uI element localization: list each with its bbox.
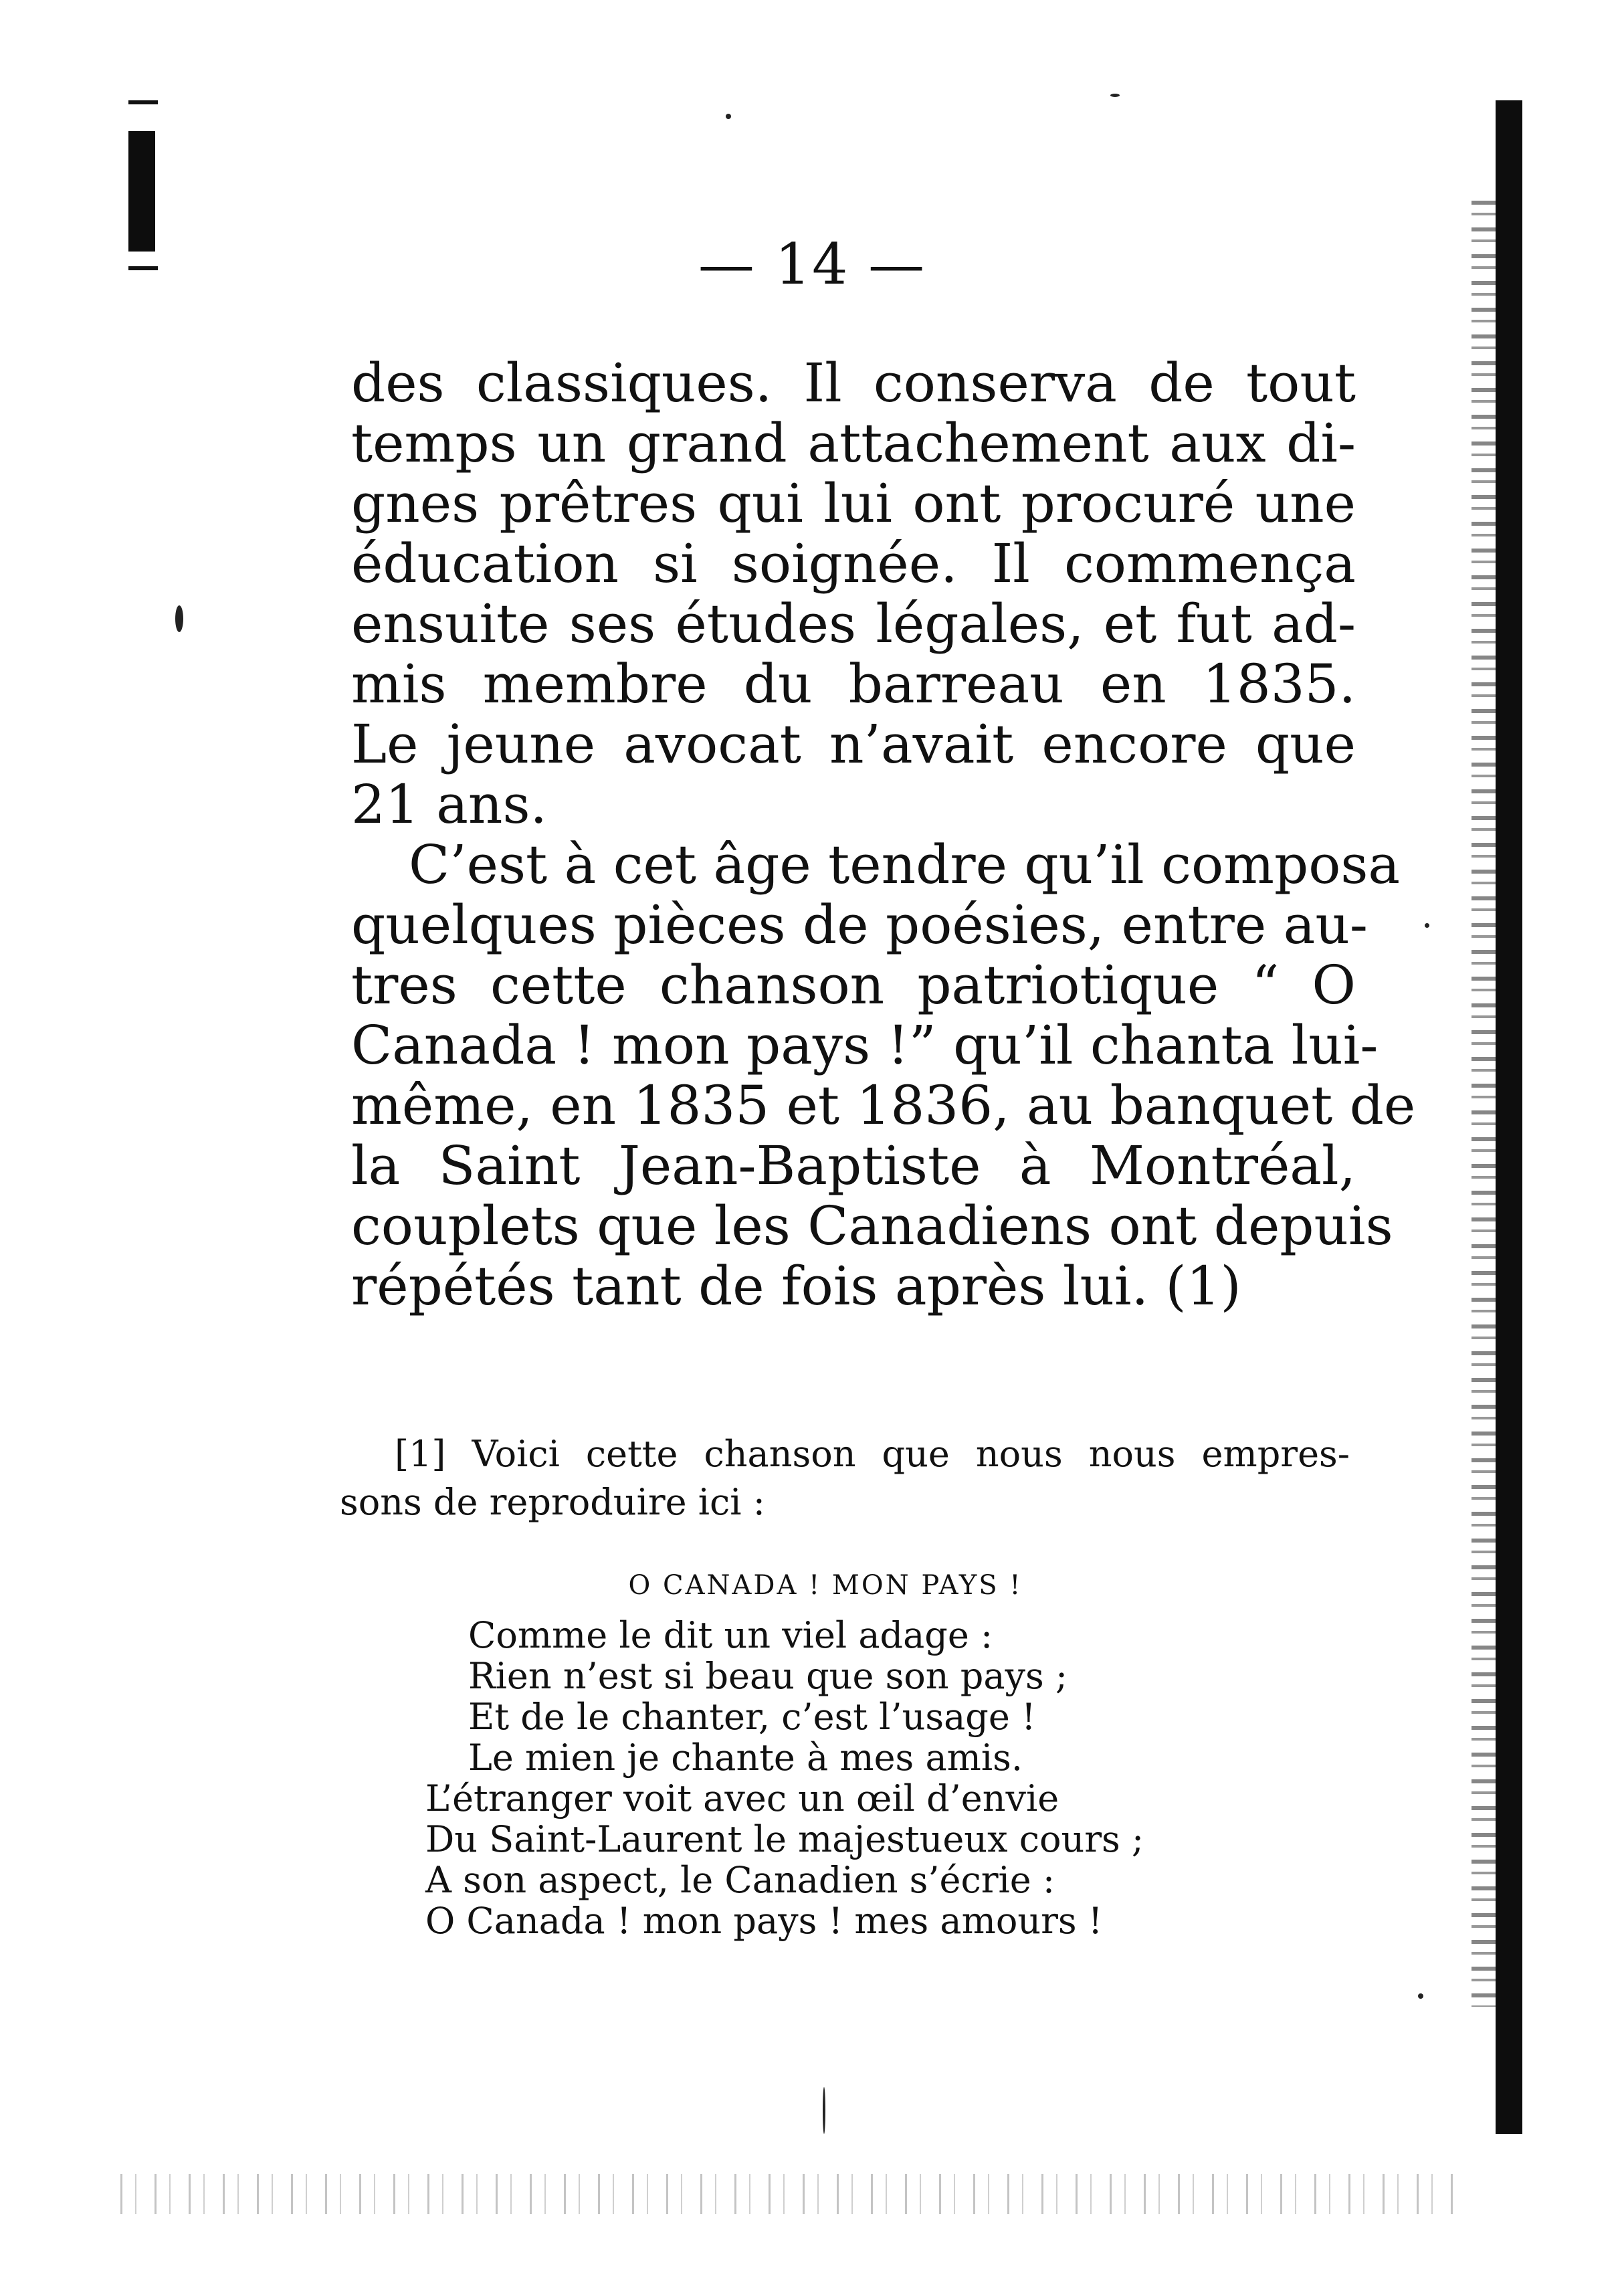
speck bbox=[823, 2087, 825, 2134]
scan-edge-fray bbox=[1471, 201, 1496, 2007]
body-line: la Saint Jean-Baptiste à Montréal, bbox=[351, 1134, 1356, 1197]
scan-edge-right bbox=[1496, 100, 1522, 2134]
song-title bbox=[0, 1565, 1624, 1605]
footnote bbox=[340, 1430, 1350, 1526]
body-line: temps un grand attachement aux di- bbox=[351, 412, 1356, 474]
footnote-line: sons de reproduire ici : bbox=[340, 1481, 765, 1523]
speck bbox=[1110, 94, 1120, 97]
body-line: des classiques. Il conserva de tout bbox=[351, 352, 1356, 414]
verse-line: Le mien je chante à mes amis. bbox=[468, 1737, 1023, 1779]
body-line: gnes prêtres qui lui ont procuré une bbox=[351, 472, 1356, 534]
footnote-line: [1] Voici cette chanson que nous nous empres- bbox=[395, 1433, 1350, 1475]
body-line: Canada ! mon pays !” qu’il chanta lui- bbox=[351, 1014, 1379, 1076]
speck bbox=[175, 605, 183, 632]
body-line: quelques pièces de poésies, entre au- bbox=[351, 894, 1368, 956]
body-line: répétés tant de fois après lui. (1) bbox=[351, 1255, 1241, 1317]
body-line: tres cette chanson patriotique “ O bbox=[351, 954, 1356, 1016]
body-line: ensuite ses études légales, et fut ad- bbox=[351, 593, 1356, 655]
speck bbox=[1425, 923, 1429, 928]
speck bbox=[1418, 1993, 1423, 1999]
speck bbox=[726, 114, 731, 119]
verse-line: Et de le chanter, c’est l’usage ! bbox=[468, 1696, 1036, 1738]
body-line: couplets que les Canadiens ont depuis bbox=[351, 1195, 1393, 1257]
body-line: éducation si soignée. Il commença bbox=[351, 532, 1356, 595]
song-title-text: O CANADA ! MON PAYS ! bbox=[628, 1570, 1023, 1601]
scan-noise-bottom bbox=[120, 2174, 1458, 2214]
verse-line: L’étranger voit avec un œil d’envie bbox=[425, 1777, 1059, 1819]
scan-mark-top bbox=[128, 100, 158, 104]
body-line: même, en 1835 et 1836, au banquet de bbox=[351, 1074, 1416, 1137]
verse-line: O Canada ! mon pays ! mes amours ! bbox=[425, 1900, 1103, 1942]
body-text bbox=[351, 352, 1416, 1317]
body-line: mis membre du barreau en 1835. bbox=[351, 653, 1356, 715]
verse-line: Rien n’est si beau que son pays ; bbox=[468, 1655, 1068, 1697]
body-line: C’est à cet âge tendre qu’il composa bbox=[409, 833, 1401, 896]
page-number: — 14 — bbox=[698, 231, 926, 297]
verse-line: Du Saint-Laurent le majestueux cours ; bbox=[425, 1818, 1144, 1860]
verse-line: Comme le dit un viel adage : bbox=[468, 1614, 993, 1656]
body-line: Le jeune avocat n’avait encore que bbox=[351, 713, 1356, 775]
body-line: 21 ans. bbox=[351, 773, 547, 835]
verse-line: A son aspect, le Canadien s’écrie : bbox=[425, 1859, 1055, 1901]
